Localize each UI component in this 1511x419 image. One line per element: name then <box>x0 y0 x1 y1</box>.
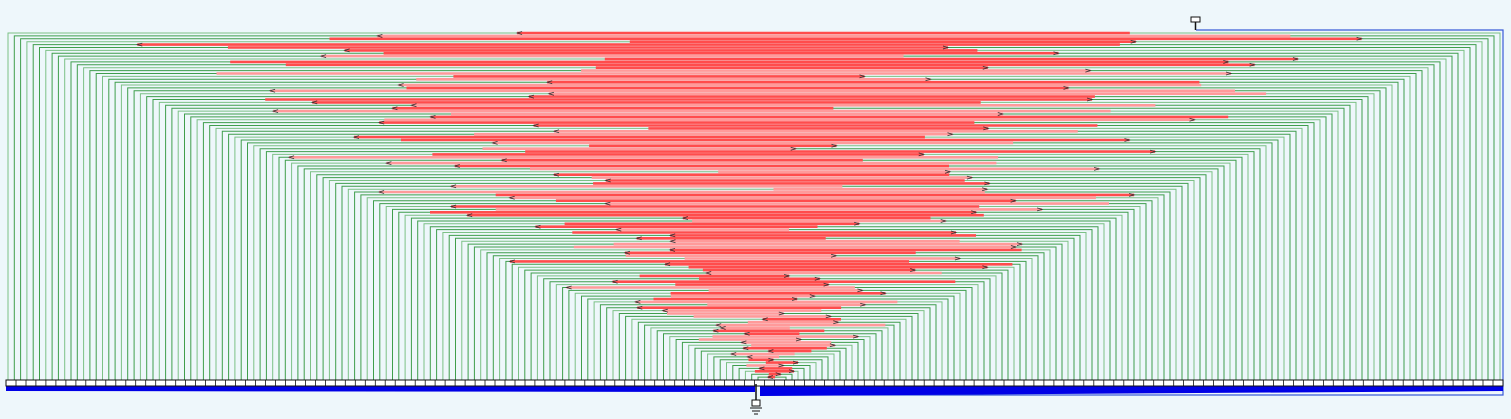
connector-strip <box>6 380 1503 386</box>
